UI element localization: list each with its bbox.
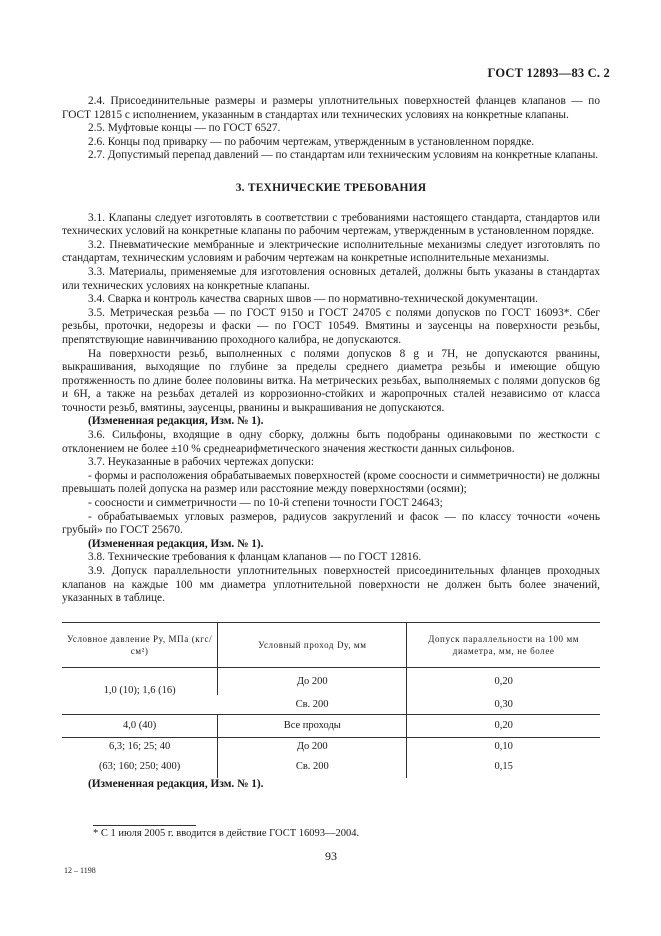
page-header: ГОСТ 12893—83 С. 2: [487, 66, 610, 80]
page-number: 93: [325, 849, 337, 863]
paragraph-3-4: 3.4. Сварка и контроль качества сварных швов — по нормативно-технической документации.: [88, 293, 539, 306]
diameter-cell: До 200: [218, 737, 407, 756]
paragraph-3-5-cont: На поверхности резьб, выполненных с полями допусков 8 g и 7Н, не допускаются рванины, выкрашивания, выходящие по глубине за пределы среднего диаметра резьбы и имеющие общую протяженность по длине более половины витка. На метрических резьбах, выполняемых с полями допусков 6g и 6Н, а также на резьбах деталей из коррозионно-стойких и жаропрочных сталей независимо от класса точности резьб, вмятины, заусенцы, рванины и выкрашивания не допускаются.: [62, 347, 600, 414]
paragraph-2-6: 2.6. Концы под приварку — по рабочим чертежам, утвержденным в установленном порядке.: [88, 135, 535, 148]
paragraph-3-9: 3.9. Допуск параллельности уплотнительных поверхностей присоединительных фланцев проходных клапанов на каждые 100 мм диаметра уплотнительной поверхности не должен быть более значений, указанных в таблице.: [62, 565, 600, 605]
amendment-note: (Измененная редакция, Изм. № 1).: [88, 777, 264, 790]
header-diameter: Условный проход Dу, мм: [218, 622, 407, 667]
paragraph-3-3: 3.3. Материалы, применяемые для изготовления основных деталей, должны быть указаны в стандартах или технических условиях на конкретные клапаны.: [62, 265, 600, 292]
paragraph-3-6: 3.6. Сильфоны, входящие в одну сборку, должны быть подобраны одинаковыми по жесткости с отклонением не более ±10 % среднеарифметического значения жесткости данных сильфонов.: [62, 429, 600, 455]
diameter-cell: Св. 200: [218, 756, 407, 778]
paragraph-3-5: 3.5. Метрическая резьба — по ГОСТ 9150 и ГОСТ 24705 с полями допусков по ГОСТ 16093*. Сбег резьбы, проточки, недорезы и фаски — по ГОСТ 10549. Вмятины и заусенцы на поверхности резьбы, препятствующие навинчиванию проходного калибра, не допускаются.: [62, 306, 600, 346]
page-body: [62, 95, 600, 791]
pressure-cell: 6,3; 16; 25; 40: [62, 737, 218, 756]
diameter-cell: Св. 200: [295, 698, 329, 710]
paragraph-3-7-b: - соосности и симметричности — по 10-й степени точности ГОСТ 24643;: [88, 497, 443, 510]
pressure-cell: 1,0 (10); 1,6 (16): [103, 685, 176, 697]
tolerance-cell: 0,30: [407, 695, 600, 715]
diameter-cell: Все проходы: [218, 714, 407, 737]
tolerance-cell: 0,20: [407, 667, 600, 695]
table-row: [62, 737, 600, 756]
table-row: [62, 714, 600, 737]
paragraph-3-8: 3.8. Технические требования к фланцам клапанов — по ГОСТ 12816.: [88, 551, 422, 564]
paragraph-3-7: 3.7. Неуказанные в рабочих чертежах допуски:: [88, 456, 314, 469]
paragraph-3-1: 3.1. Клапаны следует изготовлять в соответствии с требованиями настоящего стандарта, стандартов или технических условий на конкретные клапаны по рабочим чертежам, утвержденным в установленном порядке.: [62, 211, 600, 238]
tolerance-cell: 0,15: [407, 756, 600, 778]
sheet-mark: 12 – 1198: [64, 866, 96, 875]
paragraph-2-4: 2.4. Присоединительные размеры и размеры уплотнительных поверхностей фланцев клапанов — по ГОСТ 12815 с исполнением, указанным в стандартах или технических условиях на конкретные клапаны.: [62, 95, 600, 121]
paragraph-3-7-a: - формы и расположения обрабатываемых поверхностей (кроме соосности и симметричности) не должны превышать полей допуска на размер или расстояние между поверхностями (осями);: [62, 469, 600, 496]
section-title: 3. ТЕХНИЧЕСКИЕ ТРЕБОВАНИЯ: [235, 181, 427, 194]
pressure-cell-cont: (63; 160; 250; 400): [98, 761, 181, 773]
tolerance-cell: 0,20: [407, 714, 600, 737]
footnote-divider: [93, 825, 196, 826]
paragraph-3-7-c: - обрабатываемых угловых размеров, радиусов закруглений и фасок — по классу точности «очень грубый» по ГОСТ 25670.: [62, 510, 600, 537]
tolerance-cell: 0,10: [407, 737, 600, 756]
header-tolerance: Допуск параллельности на 100 мм диаметра, мм, не более: [407, 622, 600, 667]
tolerance-table: [62, 622, 600, 778]
amendment-note: (Измененная редакция, Изм. № 1).: [88, 537, 264, 550]
header-pressure: Условное давление Pу, МПа (кгс/см²): [62, 622, 218, 667]
paragraph-2-7: 2.7. Допустимый перепад давлений — по стандартам или техническим условиям на конкретные клапаны.: [88, 149, 599, 162]
diameter-cell: До 200: [218, 667, 407, 695]
paragraph-3-2: 3.2. Пневматические мембранные и электрические исполнительные механизмы следует изготовлять по стандартам, техническим условиям и рабочим чертежам на конкретные исполнительные механизмы.: [62, 238, 600, 265]
table-row: [62, 667, 600, 695]
pressure-cell: 4,0 (40): [62, 714, 218, 737]
amendment-note: (Измененная редакция, Изм. № 1).: [88, 415, 264, 428]
footnote: * С 1 июля 2005 г. вводится в действие ГОСТ 16093—2004.: [93, 828, 360, 839]
table-row: [62, 756, 600, 778]
paragraph-2-5: 2.5. Муфтовые концы — по ГОСТ 6527.: [88, 122, 281, 135]
